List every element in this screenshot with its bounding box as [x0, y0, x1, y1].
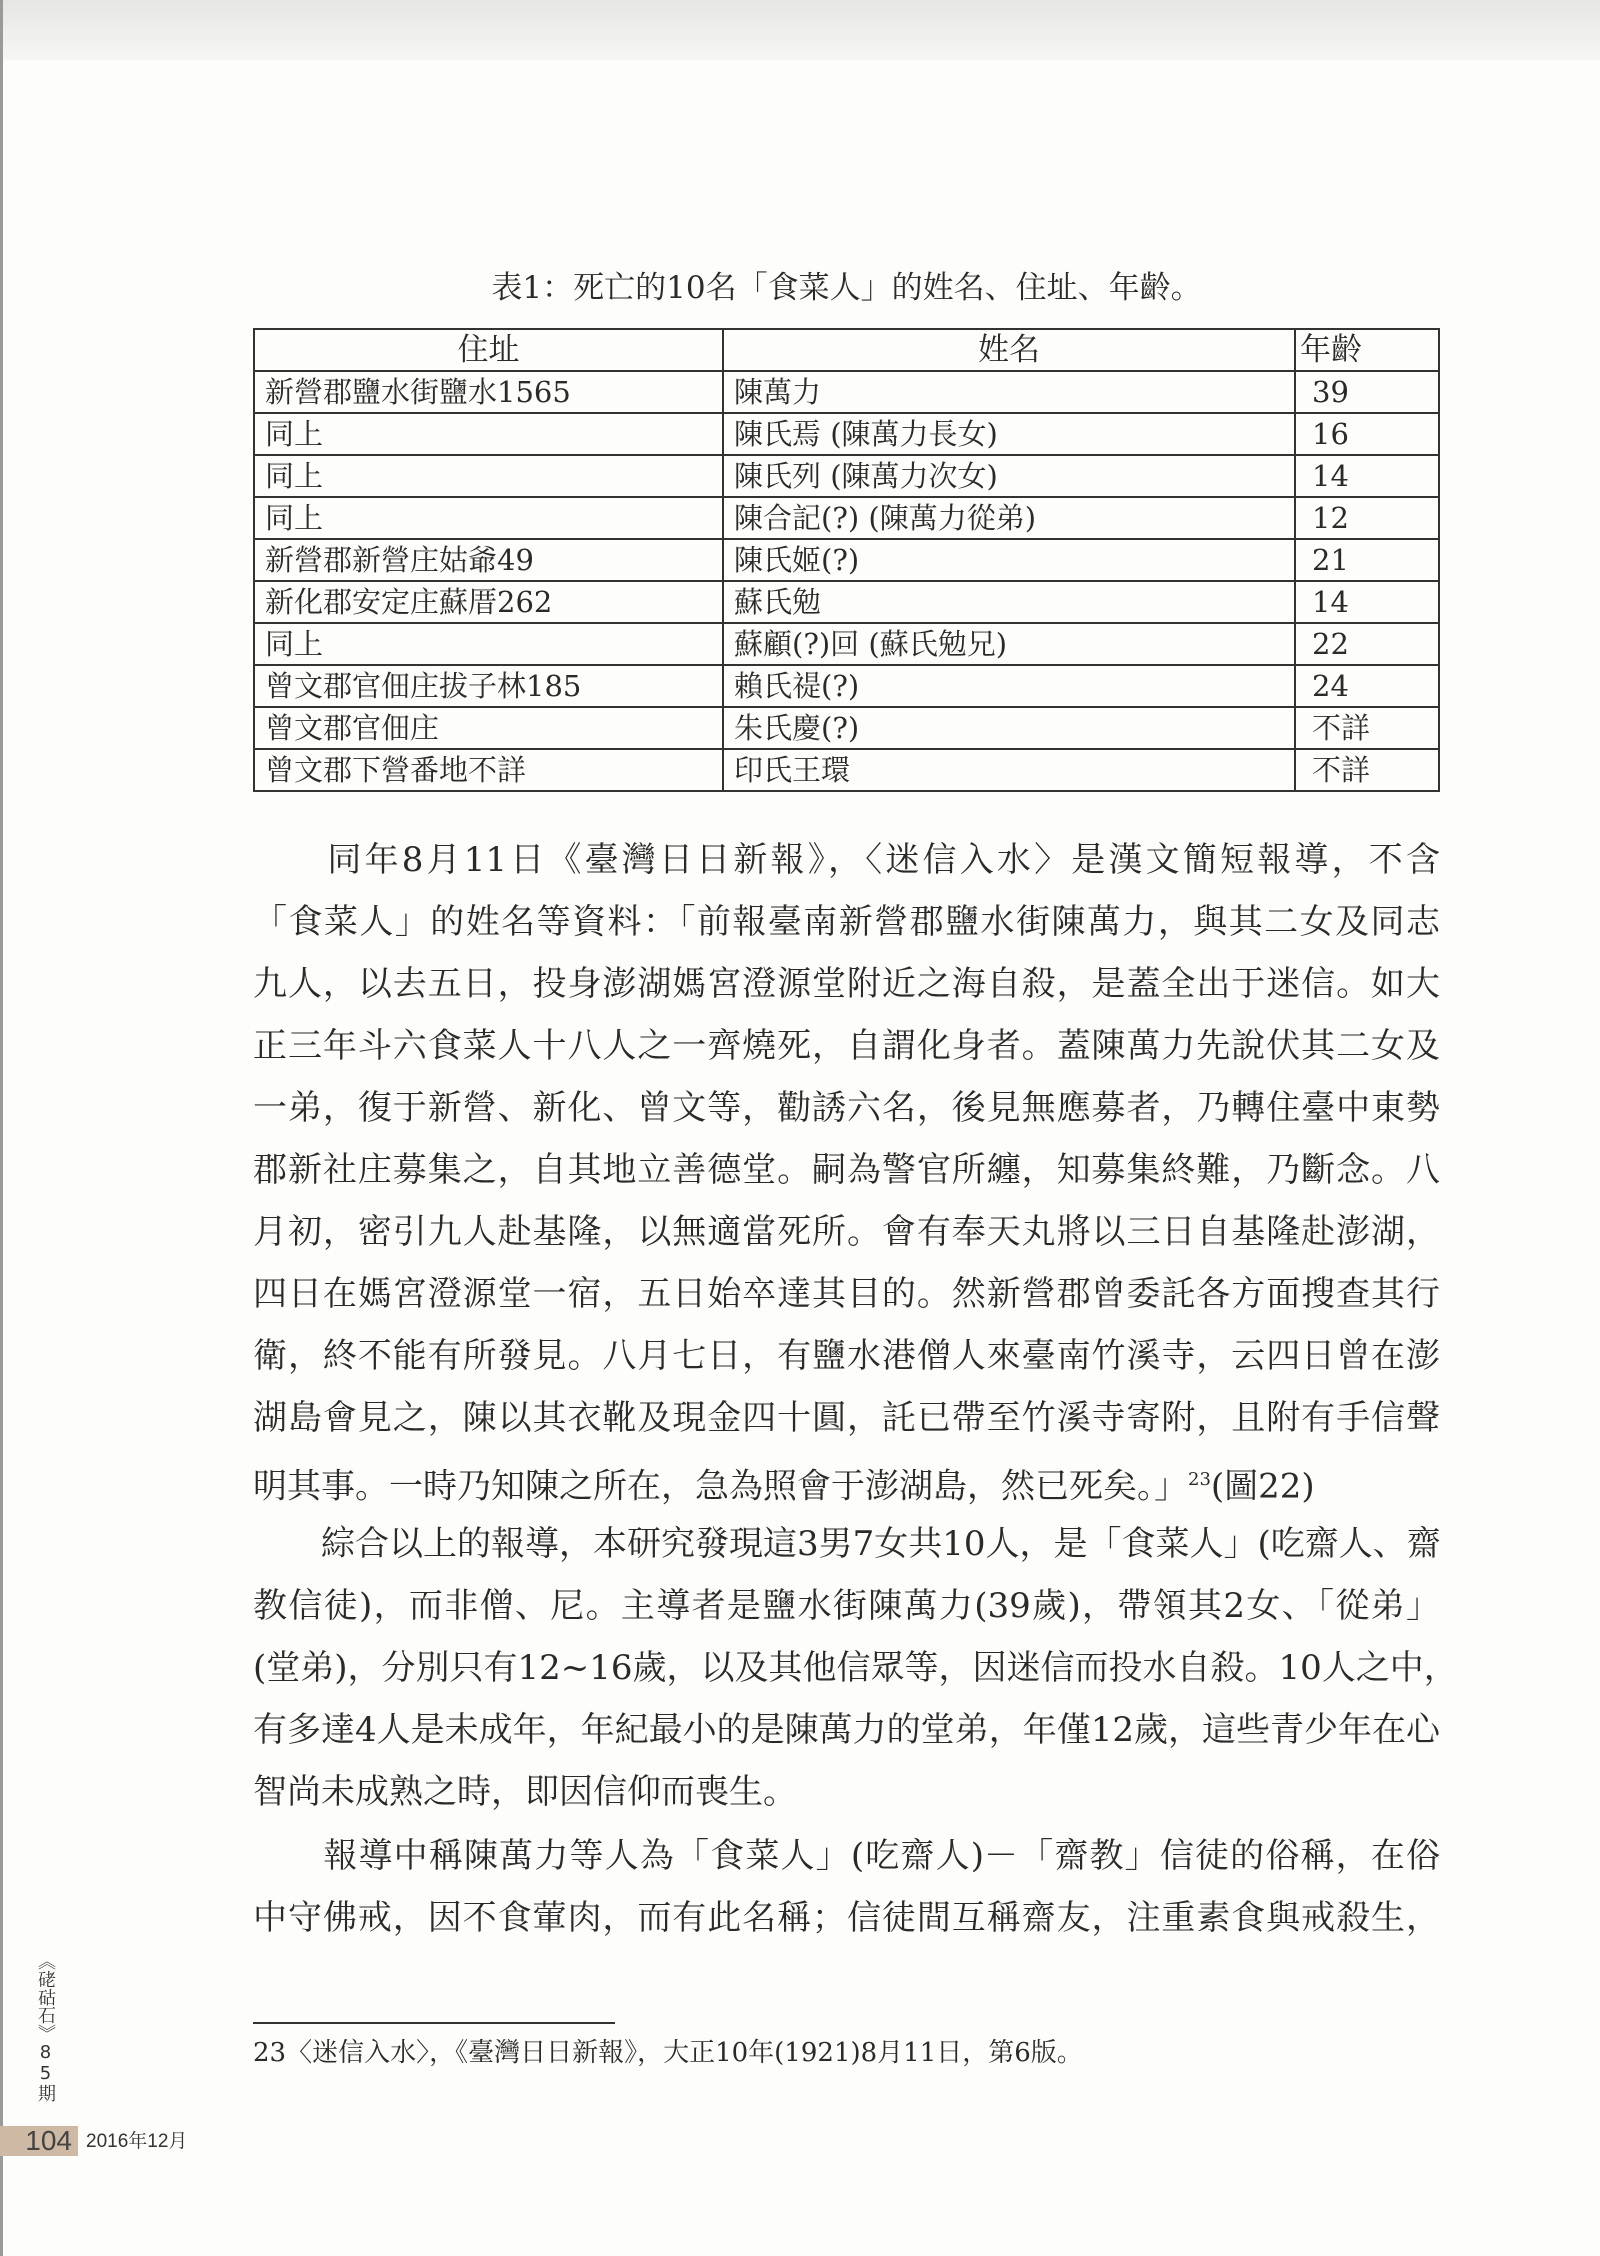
- cell-age: 24: [1295, 665, 1439, 707]
- footnote-23: 23〈迷信入水〉，《臺灣日日新報》，大正10年(1921)8月11日，第6版。: [253, 2038, 1083, 2068]
- text-line: 四日在媽宮澄源堂一宿，五日始卒達其目的。然新營郡曾委託各方面搜查其行: [253, 1274, 1440, 1314]
- header-name: 姓名: [723, 329, 1295, 371]
- page-number: 104: [0, 2126, 78, 2156]
- text-line: 有多達4人是未成年，年紀最小的是陳萬力的堂弟，年僅12歲，這些青少年在心: [253, 1710, 1440, 1750]
- cell-age: 14: [1295, 455, 1439, 497]
- cell-age: 16: [1295, 413, 1439, 455]
- table-row: [254, 707, 1439, 749]
- cell-name: 陳合記(?) (陳萬力從弟): [723, 497, 1295, 539]
- footnote-ref[interactable]: 23: [1188, 1469, 1211, 1490]
- cell-name: 陳氏列 (陳萬力次女): [723, 455, 1295, 497]
- cell-address: 新營郡鹽水街鹽水1565: [254, 371, 723, 413]
- cell-age: 22: [1295, 623, 1439, 665]
- cell-name: 賴氏禔(?): [723, 665, 1295, 707]
- cell-address: 曾文郡官佃庄拔子林185: [254, 665, 723, 707]
- text-line: 綜合以上的報導，本研究發現這3男7女共10人，是「食菜人」(吃齋人、齋: [253, 1524, 1441, 1564]
- cell-name: 印氏王環: [723, 749, 1295, 791]
- table-header-row: [254, 329, 1439, 371]
- cell-age: 21: [1295, 539, 1439, 581]
- page-edge: [0, 0, 3, 2256]
- text-line: 衛，終不能有所發見。八月七日，有鹽水港僧人來臺南竹溪寺，云四日曾在澎: [253, 1336, 1440, 1376]
- figure-ref: (圖22): [1210, 1466, 1315, 1507]
- footnote-divider: [253, 2022, 615, 2024]
- cell-age: 不詳: [1295, 749, 1439, 791]
- cell-address: 新營郡新營庄姑爺49: [254, 539, 723, 581]
- table-row: [254, 581, 1439, 623]
- text-line-end: 智尚未成熟之時，即因信仰而喪生。: [253, 1772, 797, 1812]
- text-line: 一弟，復于新營、新化、曾文等，勸誘六名，後見無應募者，乃轉住臺中東勢: [253, 1088, 1440, 1128]
- table-row: [254, 665, 1439, 707]
- text-line: [253, 1449, 1440, 1511]
- cell-age: 不詳: [1295, 707, 1439, 749]
- table-row: [254, 539, 1439, 581]
- cell-name: 蘇顧(?)回 (蘇氏勉兄): [723, 623, 1295, 665]
- text-line: [253, 1761, 1440, 1823]
- cell-name: 陳氏姬(?): [723, 539, 1295, 581]
- table-row: [254, 413, 1439, 455]
- header-address: 住址: [254, 329, 723, 371]
- text-line: 湖島會見之，陳以其衣靴及現金四十圓，託已帶至竹溪寺寄附，且附有手信聲: [253, 1398, 1440, 1438]
- cell-name: 陳萬力: [723, 371, 1295, 413]
- header-age: 年齡: [1295, 329, 1439, 371]
- cell-name: 蘇氏勉: [723, 581, 1295, 623]
- text-line: (堂弟)，分別只有12~16歲，以及其他信眾等，因迷信而投水自殺。10人之中，: [253, 1648, 1458, 1688]
- cell-address: 同上: [254, 623, 723, 665]
- cell-age: 39: [1295, 371, 1439, 413]
- journal-title: 《硓𥑮石》85期: [35, 1952, 56, 2102]
- cell-address: 曾文郡官佃庄: [254, 707, 723, 749]
- text-line: 「食菜人」的姓名等資料：「前報臺南新營郡鹽水街陳萬力，與其二女及同志: [253, 902, 1440, 942]
- table-row: [254, 455, 1439, 497]
- cell-address: 曾文郡下營番地不詳: [254, 749, 723, 791]
- paragraph-1: [253, 829, 1440, 1511]
- victims-table: [253, 328, 1440, 792]
- journal-title-vertical: [26, 1952, 64, 2118]
- text-line: 中守佛戒，因不食葷肉，而有此名稱；信徒間互稱齋友，注重素食與戒殺生，: [253, 1898, 1440, 1938]
- table-row: [254, 623, 1439, 665]
- cell-address: 同上: [254, 455, 723, 497]
- cell-address: 同上: [254, 497, 723, 539]
- text-line-end: 明其事。一時乃知陳之所在，急為照會于澎湖島，然已死矣。」: [253, 1466, 1188, 1507]
- cell-address: 新化郡安定庄蘇厝262: [254, 581, 723, 623]
- text-line: 教信徒)，而非僧、尼。主導者是鹽水街陳萬力(39歲)，帶領其2女、「從弟」: [253, 1586, 1440, 1626]
- scan-top-band: [0, 0, 1600, 60]
- cell-name: 朱氏慶(?): [723, 707, 1295, 749]
- text-line: 九人，以去五日，投身澎湖媽宮澄源堂附近之海自殺，是蓋全出于迷信。如大: [253, 964, 1440, 1004]
- cell-address: 同上: [254, 413, 723, 455]
- paragraph-3: [253, 1825, 1440, 1949]
- table-caption: 表1：死亡的10名「食菜人」的姓名、住址、年齡。: [491, 270, 1202, 306]
- cell-age: 12: [1295, 497, 1439, 539]
- paragraph-2: [253, 1513, 1458, 1823]
- text-line: 正三年斗六食菜人十八人之一齊燒死，自謂化身者。蓋陳萬力先說伏其二女及: [253, 1026, 1440, 1066]
- table-row: [254, 371, 1439, 413]
- text-line: 同年8月11日《臺灣日日新報》，〈迷信入水〉是漢文簡短報導，不含: [253, 840, 1440, 880]
- cell-name: 陳氏焉 (陳萬力長女): [723, 413, 1295, 455]
- cell-age: 14: [1295, 581, 1439, 623]
- text-line: 郡新社庄募集之，自其地立善德堂。嗣為警官所纏，知募集終難，乃斷念。八: [253, 1150, 1440, 1190]
- issue-date: 2016年12月: [86, 2131, 188, 2152]
- table-row: [254, 497, 1439, 539]
- text-line: 月初，密引九人赴基隆，以無適當死所。會有奉天丸將以三日自基隆赴澎湖，: [253, 1212, 1440, 1252]
- text-line: 報導中稱陳萬力等人為「食菜人」(吃齋人)－「齋教」信徒的俗稱，在俗: [253, 1836, 1440, 1876]
- table-row: [254, 749, 1439, 791]
